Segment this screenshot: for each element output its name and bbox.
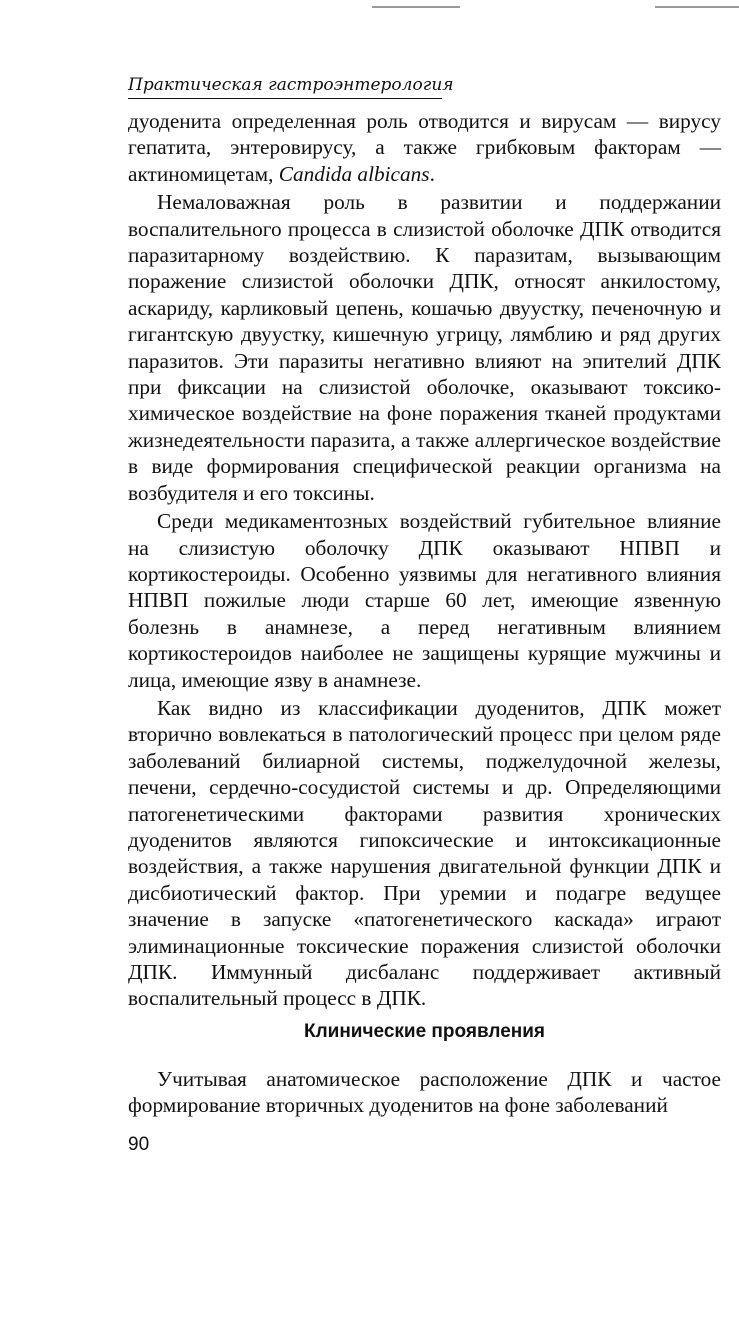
paragraph-end: . — [429, 161, 435, 186]
page-number: 90 — [128, 1134, 150, 1155]
running-header: Практическая гастроэнтерология — [128, 74, 442, 99]
species-name: Candida albicans — [278, 161, 430, 186]
main-text — [128, 108, 721, 1012]
section-heading: Клинические проявления — [303, 1021, 546, 1042]
paragraph-clinical: Учитывая анатомическое расположение ДПК и частое формирование вторичных дуоденитов на фоне заболеваний — [128, 1067, 721, 1118]
paragraph-secondary-duodenitis: Как видно из классификации дуоденитов, ДПК может вторично вовлекаться в патологический процесс при целом ряде заболеваний билиарной системы, поджелудочной железы, печени, сердечно-сосудистой системы и др. Определяющими патогенетическими факторами развития хронических дуоденитов являются гипоксические и интоксикационные воздействия, а также нарушения двигательной функции ДПК и дисбиотический фактор. При уремии и подагре ведущее значение в запуске «патогенетического каскада» играют элиминационные токсические поражения слизистой оболочки ДПК. Иммунный дисбаланс поддерживает активный воспалительный процесс в ДПК. — [128, 695, 721, 1011]
paragraph-medications: Среди медикаментозных воздействий губительное влияние на слизистую оболочку ДПК оказывают НПВП и кортикостероиды. Особенно уязвимы для негативного влияния НПВП пожилые люди старше 60 лет, имеющие язвенную болезнь в анамнезе, а перед негативным влиянием кортикостероидов наиболее не защищены курящие мужчины и лица, имеющие язву в анамнезе. — [128, 509, 721, 692]
scan-artifact-line — [372, 6, 460, 8]
paragraph-parasites: Немаловажная роль в развитии и поддержании воспалительного процесса в слизистой оболочке ДПК отводится паразитарному воздействию. К паразитам, вызывающим поражение слизистой оболочки ДПК, относят анкилостому, аскариду, карликовый цепень, кошачью двуустку, печеночную и гигантскую двуустку, кишечную угрицу, лямблию и ряд других паразитов. Эти паразиты негативно влияют на эпителий ДПК при фиксации на слизистой оболочке, оказывают токсико-химическое воздействие на фоне поражения тканей продуктами жизнедеятельности паразита, а также аллергическое воздействие в виде формирования специфической реакции организма на возбудителя и его токсины. — [128, 190, 721, 505]
section-text — [128, 1066, 721, 1119]
paragraph-text: дуоденита определенная роль отводится и вирусам — вирусу гепатита, энтеровирусу, а также грибковым факторам — актиномицетам, — [128, 109, 721, 186]
scan-artifact-line — [655, 6, 739, 8]
paragraph-continued — [128, 108, 721, 187]
